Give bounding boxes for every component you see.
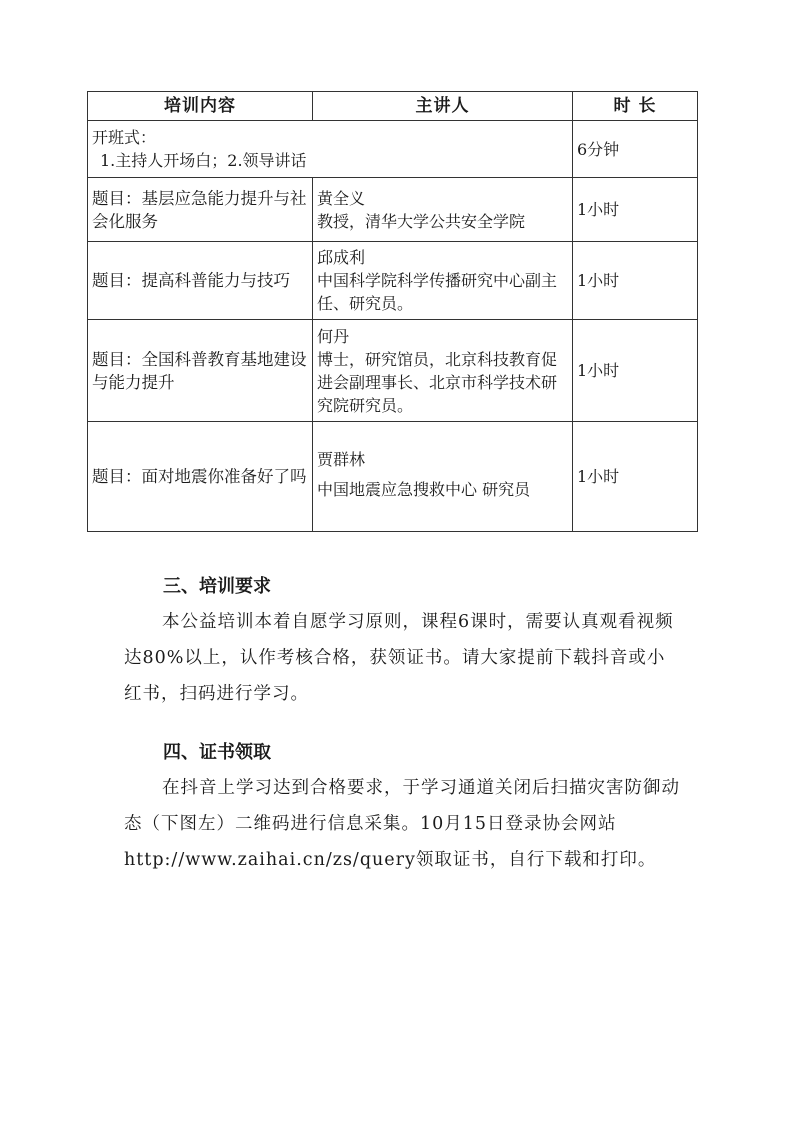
topic-cell: 题目：基层应急能力提升与社会化服务 xyxy=(88,178,313,242)
table-row xyxy=(88,178,698,242)
duration-cell: 1小时 xyxy=(573,320,698,422)
speaker-description: 博士，研究馆员，北京科技教育促进会副理事长、北京市科学技术研究院研究员。 xyxy=(317,349,558,415)
table-row xyxy=(88,242,698,320)
training-schedule-table xyxy=(87,91,698,532)
topic-cell: 题目：面对地震你准备好了吗 xyxy=(88,422,313,532)
duration-cell: 1小时 xyxy=(573,178,698,242)
opening-duration: 6分钟 xyxy=(573,121,698,178)
section-3-paragraph xyxy=(124,604,680,712)
duration-cell: 1小时 xyxy=(573,422,698,532)
topic-cell: 题目：全国科普教育基地建设与能力提升 xyxy=(88,320,313,422)
opening-cell xyxy=(88,121,573,178)
speaker-cell xyxy=(313,320,573,422)
speaker-name: 何丹 xyxy=(317,326,350,346)
speaker-name: 贾群林 xyxy=(317,450,366,469)
speaker-description: 中国科学院科学传播研究中心副主任、研究员。 xyxy=(317,271,558,313)
speaker-name: 黄全义 xyxy=(317,188,366,208)
table-row xyxy=(88,320,698,422)
opening-row xyxy=(88,121,698,178)
section-4-paragraph xyxy=(124,770,680,878)
speaker-name: 邱成利 xyxy=(317,248,366,267)
header-duration: 时 长 xyxy=(573,92,698,121)
speaker-description: 教授，清华大学公共安全学院 xyxy=(317,211,526,231)
table-row xyxy=(88,422,698,532)
speaker-cell xyxy=(313,178,573,242)
section-3-heading: 三、培训要求 xyxy=(163,576,271,597)
section-4-text: 在抖音上学习达到合格要求，于学习通道关闭后扫描灾害防御动态（下图左）二维码进行信息采集。10月15日登录协会网站http://www.zaihai.cn/zs/query领取证书，自行下载和打印。 xyxy=(124,778,680,870)
section-4-heading: 四、证书领取 xyxy=(163,742,271,763)
duration-cell: 1小时 xyxy=(573,242,698,320)
section-3-text: 本公益培训本着自愿学习原则，课程6课时，需要认真观看视频达80%以上，认作考核合格，获领证书。请大家提前下载抖音或小红书，扫码进行学习。 xyxy=(124,612,674,704)
opening-title: 开班式： xyxy=(92,128,157,147)
header-speaker: 主讲人 xyxy=(313,92,573,121)
speaker-cell xyxy=(313,242,573,320)
topic-cell: 题目：提高科普能力与技巧 xyxy=(88,242,313,320)
speaker-description: 中国地震应急搜救中心 研究员 xyxy=(317,480,531,499)
speaker-cell xyxy=(313,422,573,532)
table-header-row xyxy=(88,92,698,121)
opening-detail: 1.主持人开场白；2.领导讲话 xyxy=(100,151,307,170)
header-content: 培训内容 xyxy=(88,92,313,121)
